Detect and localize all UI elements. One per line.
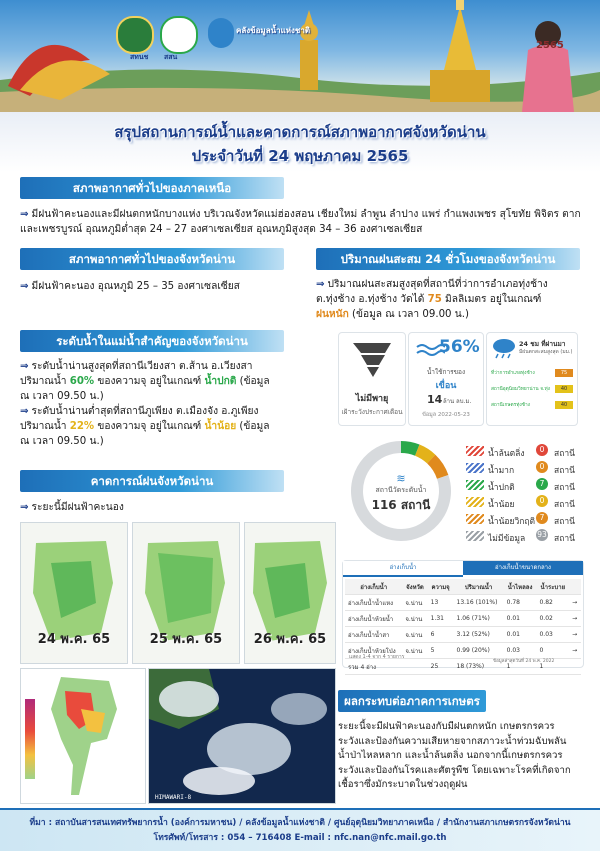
rain-24h-level: ฝนหนัก: [316, 309, 349, 320]
donut-label: สถานีวัดระดับน้ำ: [375, 486, 427, 494]
river-p2-line1: ระดับน้ำน่านต่ำสุดที่สถานีภูเพียง ต.เมืองจัง อ.ภูเพียง: [31, 406, 259, 417]
rain-row: [491, 369, 573, 379]
table-header: น้ำไหลลง: [504, 579, 537, 595]
rain-row-value: 40: [555, 385, 573, 393]
table-cell: 0.02: [536, 611, 569, 627]
legend-swatch: [466, 497, 484, 507]
north-weather-line1: มีฝนฟ้าคะนองและมีฝนตกหนักบางแห่ง บริเวณจังหวัดแม่ฮ่องสอน เชียงใหม่ ลำพูน ลำปาง แพร่ กำแพงเพชร สุโขทัย พิจิตร ตาก: [31, 209, 581, 220]
table-cell: 0.03: [536, 627, 569, 643]
table-row: [345, 611, 581, 627]
legend-swatch: [466, 514, 484, 524]
table-note: ข้อมูลล่าสุดวันที่ 24 พ.ค. 2022: [493, 659, 555, 664]
river-p1-line3: ณ เวลา 09.50 น.): [20, 391, 104, 402]
forecast-map-day3: [244, 522, 336, 664]
tab-reservoir[interactable]: อ่างเก็บน้ำ: [343, 561, 463, 577]
dam-label: น้ำใช้การของ: [426, 368, 466, 376]
banner-illustration: [0, 0, 600, 112]
table-cell: 0.01: [504, 611, 537, 627]
rain-24h-text: [316, 277, 596, 322]
rain-24h-line3b: (ข้อมูล ณ เวลา 09.00 น.): [348, 309, 469, 320]
rain-24h-heading: ปริมาณฝนสะสม 24 ชั่วโมงของจังหวัดน่าน: [316, 248, 580, 270]
rain-row-name: สถานีอุตุนิยมวิทยาน่าน จ.ทุ่ง: [491, 387, 551, 392]
forecast-map-day1: [20, 522, 128, 664]
forecast-map-label: 25 พ.ค. 65: [149, 632, 223, 647]
rain-24h-line2a: ต.ทุ่งช้าง อ.ทุ่งช้าง วัดได้: [316, 294, 428, 305]
legend-swatch: [466, 463, 484, 473]
rain-forecast-map-thailand: [20, 668, 146, 804]
buddha-statue: [300, 10, 318, 90]
table-cell: 0: [536, 643, 569, 659]
rain-cloud-icon: [491, 337, 517, 359]
table-cell: จ.น่าน: [402, 643, 427, 659]
north-weather-text: [20, 207, 590, 237]
table-cell: 0.03: [504, 643, 537, 659]
river-p2-b: ของความจุ อยู่ในเกณฑ์: [94, 421, 205, 432]
arrow-icon: ⇒: [20, 361, 29, 372]
forecast-map-label: 24 พ.ค. 65: [37, 632, 111, 647]
table-cell: 0.01: [504, 627, 537, 643]
agri-line: เชื้อราซึ่งมักระบาดในช่วงฤดูฝน: [338, 779, 468, 790]
donut-slice: [417, 450, 431, 459]
footer-source: ที่มา : สถาบันสารสนเทศทรัพยากรน้ำ (องค์การมหาชน) / คลังข้อมูลน้ำแห่งชาติ / ศูนย์อุตุนิยมวิทยาภาคเหนือ / สำนักงานสภาเกษตรกรจังหวัดน่าน: [29, 818, 571, 828]
table-row: [345, 627, 581, 643]
rain-row-value: 75: [555, 369, 573, 377]
table-cell: 6: [428, 627, 454, 643]
page-title: สรุปสถานการณ์น้ำและคาดการณ์สภาพอากาศจังหวัดน่าน: [114, 123, 486, 141]
storm-status: ไม่มีพายุ: [355, 394, 389, 404]
table-cell: 5: [428, 643, 454, 659]
river-p1-line1: ระดับน้ำน่านสูงสุดที่สถานีเวียงสา ต.ส้าน อ.เวียงสา: [31, 361, 253, 372]
storm-card: [338, 332, 406, 426]
river-p2-a: ปริมาณน้ำ: [20, 421, 70, 432]
rain-24h-line1: ปริมาณฝนสะสมสูงสุดที่สถานีที่ว่าการอำเภอทุ่งช้าง: [327, 279, 548, 290]
agri-line: ระวังและป้องกันโรคและศัตรูพืช โดยเฉพาะโรคที่เกิดจาก: [338, 764, 571, 776]
header-banner: [0, 0, 600, 112]
agri-text: [338, 720, 594, 793]
river-p2-c: (ข้อมูล: [236, 421, 270, 432]
table-cell: 3.12 (52%): [454, 627, 504, 643]
table-cell: อ่างเก็บน้ำน้ำแหง: [345, 595, 402, 611]
donut-total: 116 สถานี: [371, 498, 431, 512]
forecast-map-label: 26 พ.ค. 65: [253, 632, 327, 647]
dam-percent: 56%: [439, 337, 480, 357]
table-cell: 13.16 (101%): [454, 595, 504, 611]
reservoir-panel: [342, 560, 584, 671]
rain-24h-line2b: มิลลิเมตร อยู่ในเกณฑ์: [441, 294, 542, 305]
table-cell: รวม 4 อ่าง: [345, 659, 402, 675]
table-cell: จ.น่าน: [402, 595, 427, 611]
forecast-text: [20, 500, 300, 515]
water-drop-logo: [208, 18, 234, 48]
legend-unit: สถานี: [554, 534, 575, 544]
table-cell: 25: [428, 659, 454, 675]
agri-line: น้ำป่าไหลหลาก และน้ำล้นตลิ่ง นอกจากนี้เกษตรกรควร: [338, 750, 563, 761]
nan-weather-line: มีฝนฟ้าคะนอง อุณหภูมิ 25 – 35 องศาเซลเซียส: [31, 281, 240, 292]
river-p2-level: น้ำน้อย: [204, 421, 237, 432]
rain-row-name: สถานีเกษตรทุ่งช้าง: [491, 403, 530, 408]
legend-swatch: [466, 446, 484, 456]
legend-label: น้ำมาก: [488, 466, 515, 476]
table-header: จังหวัด: [402, 579, 427, 595]
dam-volume: 14: [427, 393, 443, 406]
forecast-map-day2: [132, 522, 240, 664]
legend-count: 0: [536, 444, 548, 456]
north-weather-line2: และเพชรบูรณ์ อุณหภูมิต่ำสุด 24 – 27 องศาเซลเซียส อุณหภูมิสูงสุด 34 – 36 องศาเซลเซียส: [20, 224, 423, 235]
arrow-icon: ⇒: [20, 406, 29, 417]
river-p1-pct: 60%: [69, 376, 95, 387]
arrow-icon: ⇒: [316, 279, 325, 290]
legend-label: น้ำล้นตลิ่ง: [488, 449, 525, 459]
legend-unit: สถานี: [554, 500, 575, 510]
legend-count: 7: [536, 478, 548, 490]
year-badge: 2565: [536, 40, 564, 51]
storm-sub: เฝ้าระวังประกาศเตือน: [341, 408, 403, 416]
agency-logo-2: [160, 16, 198, 54]
table-pager: แสดง 1-4 จาก 4 รายการ: [349, 654, 405, 660]
river-p2-line3: ณ เวลา 09.50 น.): [20, 436, 104, 447]
donut-center: [346, 472, 456, 515]
river-p1-a: ปริมาณน้ำ: [20, 376, 70, 387]
rain-row-name: ที่ว่าการอำเภอทุ่งช้าง: [491, 371, 535, 376]
table-cell: [569, 659, 581, 675]
thailand-rain-map: [21, 669, 145, 803]
table-cell: 0.82: [536, 595, 569, 611]
legend-label: น้ำน้อย: [488, 500, 515, 510]
tornado-icon: [339, 333, 405, 383]
nan-weather-heading: สภาพอากาศทั่วไปของจังหวัดน่าน: [20, 248, 284, 270]
table-cell: →: [569, 595, 581, 611]
satellite-clouds: [149, 669, 335, 803]
table-header: ความจุ: [428, 579, 454, 595]
arrow-icon: ⇒: [20, 281, 29, 292]
rain-card-sub: มีฝนตกสะสมสูงสุด (มม.): [519, 349, 573, 355]
table-header: [569, 579, 581, 595]
river-p2-pct: 22%: [69, 421, 95, 432]
river-p1-c: (ข้อมูล: [236, 376, 270, 387]
dam-card: [408, 332, 484, 426]
north-weather-heading: สภาพอากาศทั่วไปของภาคเหนือ: [20, 177, 284, 199]
legend-label: น้ำน้อยวิกฤติ: [488, 517, 536, 527]
table-cell: 13: [428, 595, 454, 611]
table-header: อ่างเก็บน้ำ: [345, 579, 402, 595]
table-cell: →: [569, 643, 581, 659]
legend-count: 0: [536, 461, 548, 473]
dam-unit: ล้าน ลบ.ม.: [443, 398, 472, 405]
table-cell: [402, 659, 427, 675]
legend-swatch: [466, 531, 484, 541]
table-cell: →: [569, 611, 581, 627]
table-header: ปริมาณน้ำ: [454, 579, 504, 595]
table-cell: จ.น่าน: [402, 611, 427, 627]
agency-logo-3-text: คลังข้อมูลน้ำแห่งชาติ: [236, 26, 311, 35]
satellite-caption: HIMAWARI-8: [155, 794, 192, 801]
table-cell: จ.น่าน: [402, 627, 427, 643]
legend-count: 93: [537, 530, 547, 539]
table-cell: อ่างเก็บน้ำห้วยโป่ง: [345, 643, 402, 659]
table-cell: →: [569, 627, 581, 643]
agency-logo-1: [116, 16, 154, 54]
footer-contact: โทรศัพท์/โทรสาร : 054 – 716408 E-mail : nfc.nan@nfc.mail.go.th: [153, 833, 447, 843]
rain-row: [491, 385, 573, 395]
forecast-heading: คาดการณ์ฝนจังหวัดน่าน: [20, 470, 284, 492]
table-cell: 1.31: [428, 611, 454, 627]
river-p1-b: ของความจุ อยู่ในเกณฑ์: [94, 376, 205, 387]
satellite-image: [148, 668, 336, 804]
rain-24h-value: 75: [427, 294, 442, 305]
traditional-figure: [522, 21, 574, 112]
page-date: ประจำวันที่ 24 พฤษภาคม 2565: [191, 147, 409, 165]
agri-line: ระวังและป้องกันความเสียหายจากสภาวะน้ำท่วมฉับพลัน: [338, 735, 567, 747]
river-p1-level: น้ำปกติ: [204, 376, 237, 387]
forecast-line: ระยะนี้มีฝนฟ้าคะนอง: [31, 502, 124, 513]
donut-slice: [401, 447, 417, 450]
legend-unit: สถานี: [554, 449, 575, 459]
rain-card-title: 24 ชม ที่ผ่านมา: [519, 340, 566, 348]
table-cell: 0.78: [504, 595, 537, 611]
nan-weather-text: [20, 279, 300, 294]
rain-row: [491, 401, 573, 411]
arrow-icon: ⇒: [20, 502, 29, 513]
tab-medium-reservoir[interactable]: อ่างเก็บน้ำขนาดกลาง: [463, 561, 583, 575]
arrow-icon: ⇒: [20, 209, 29, 220]
rain-card: [486, 332, 578, 426]
river-heading: ระดับน้ำในแม่น้ำสำคัญของจังหวัดน่าน: [20, 330, 284, 352]
legend-label: น้ำปกติ: [488, 483, 515, 493]
table-cell: อ่างเก็บน้ำห้วยน้ำ: [345, 611, 402, 627]
table-cell: 1.06 (71%): [454, 611, 504, 627]
table-header: น้ำระบาย: [536, 579, 569, 595]
agency-logo-1-text: สทนช: [130, 53, 149, 61]
river-text: [20, 359, 310, 449]
agri-heading: ผลกระทบต่อภาคการเกษตร: [338, 690, 486, 712]
rain-row-value: 40: [555, 401, 573, 409]
dam-name: เขื่อน: [435, 381, 457, 391]
table-cell: 0.99 (20%): [454, 643, 504, 659]
table-cell: 1: [504, 659, 537, 675]
agency-logo-2-text: สสน: [164, 53, 178, 61]
table-cell: อ่างเก็บน้ำน้ำสา: [345, 627, 402, 643]
table-cell: 1: [536, 659, 569, 675]
legend-count: 7: [536, 512, 548, 524]
legend-swatch: [466, 480, 484, 490]
water-station-icon: ≋: [396, 472, 406, 485]
legend-count: 0: [536, 495, 548, 507]
legend-unit: สถานี: [554, 483, 575, 493]
agri-line: ระยะนี้จะมีฝนฟ้าคะนองกับมีฝนตกหนัก เกษตรกรควร: [338, 721, 555, 732]
dam-date: ข้อมูล 2022-05-23: [422, 412, 470, 418]
legend-unit: สถานี: [554, 517, 575, 527]
temple-chedi: [430, 0, 490, 102]
table-cell: 18 (73%): [454, 659, 504, 675]
legend-unit: สถานี: [554, 466, 575, 476]
table-row: [345, 595, 581, 611]
legend-label: ไม่มีข้อมูล: [488, 534, 526, 544]
